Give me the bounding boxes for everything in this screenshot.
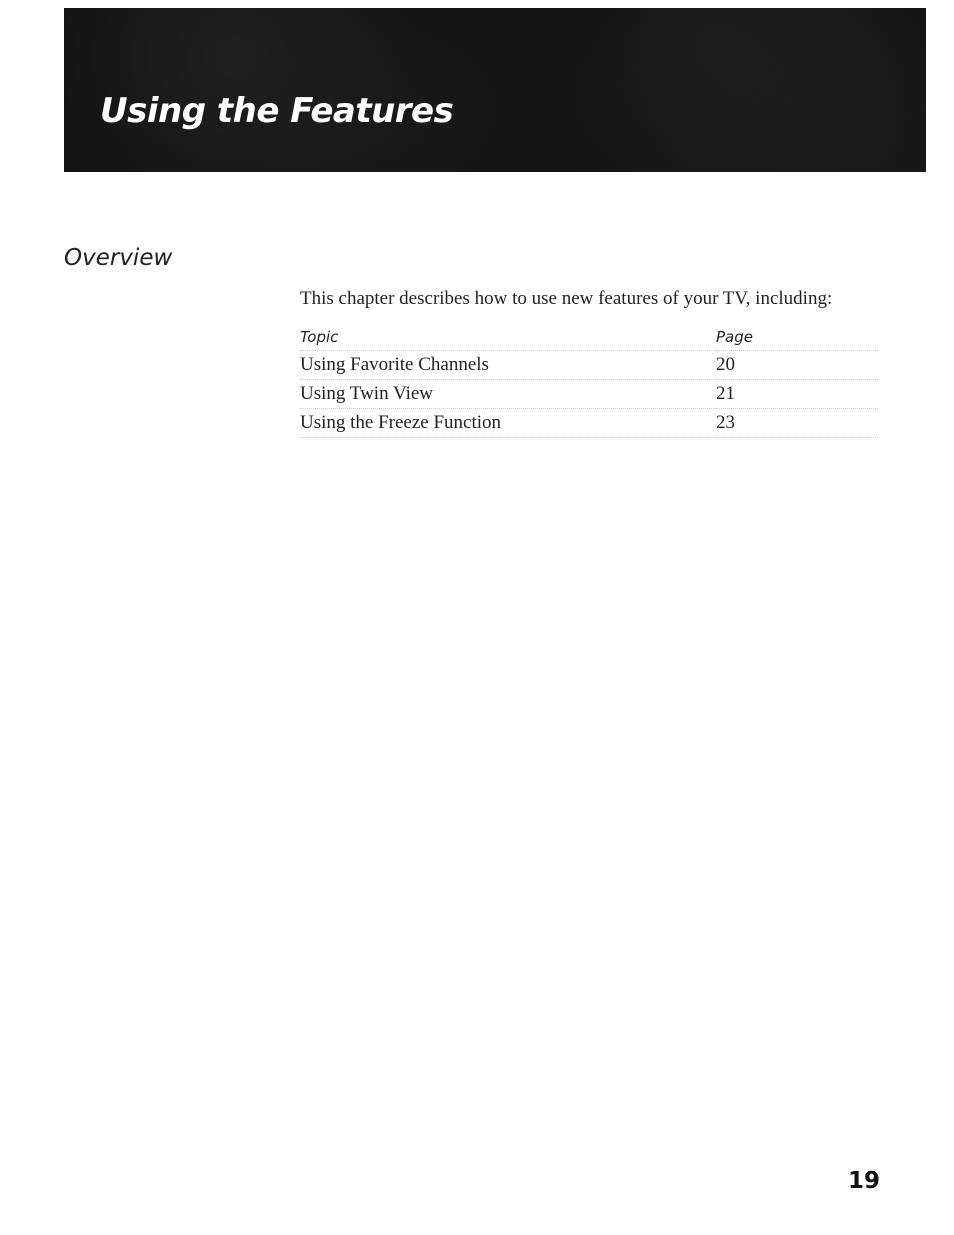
section-title: Overview bbox=[64, 245, 173, 271]
table-row bbox=[300, 351, 878, 380]
row-page: 21 bbox=[716, 380, 878, 409]
topic-table bbox=[300, 322, 878, 438]
table-row bbox=[300, 380, 878, 409]
page-number: 19 bbox=[848, 1168, 881, 1194]
row-topic: Using Twin View bbox=[300, 380, 716, 409]
row-topic: Using the Freeze Function bbox=[300, 409, 716, 438]
intro-text: This chapter describes how to use new features of your TV, including: bbox=[300, 288, 833, 309]
row-page: 20 bbox=[716, 351, 878, 380]
table-header-row bbox=[300, 322, 878, 351]
table-row bbox=[300, 409, 878, 438]
chapter-title: Using the Features bbox=[100, 91, 454, 131]
header-topic: Topic bbox=[300, 322, 716, 351]
header-page: Page bbox=[716, 322, 878, 351]
row-page: 23 bbox=[716, 409, 878, 438]
chapter-banner bbox=[64, 8, 926, 172]
row-topic: Using Favorite Channels bbox=[300, 351, 716, 380]
